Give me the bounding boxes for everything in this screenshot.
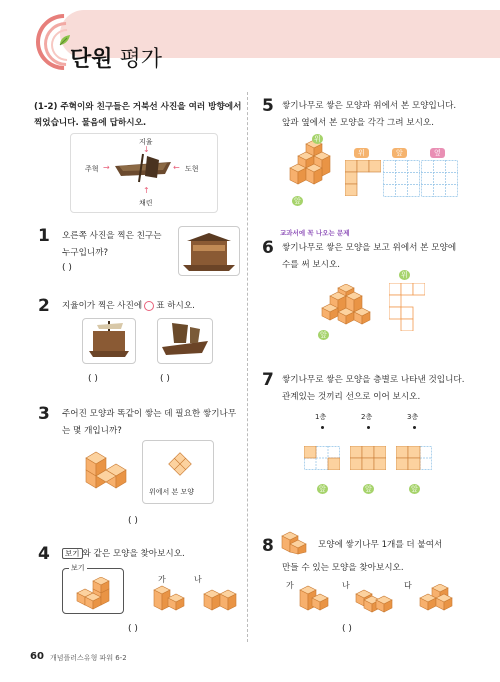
q3-view-box — [142, 440, 214, 504]
q7-layer-c — [396, 446, 432, 470]
book-title: 개념플러스유형 파워 6-2 — [50, 654, 127, 662]
q8-option-c-label: 다 — [404, 581, 412, 590]
q5-top-view-grid — [345, 160, 381, 196]
intro-text: (1-2) 주혁이와 친구들은 거북선 사진을 여러 방향에서 찍었습니다. 물음에 답하시오. — [34, 102, 242, 128]
q5-front-tag: 앞 — [392, 148, 407, 158]
q4-example-figure — [71, 577, 117, 611]
circle-icon — [144, 301, 154, 311]
q8-number: 8 — [262, 536, 274, 556]
label-left: 주혁 — [85, 165, 99, 173]
arrow-top: ↓ — [143, 145, 150, 154]
q4-text-b: 와 같은 모양을 찾아보시오. — [82, 549, 185, 559]
q7-dot-2[interactable] — [367, 426, 370, 429]
q6-top-view-grid[interactable] — [389, 283, 425, 331]
q5-side-answer-grid[interactable] — [421, 160, 458, 197]
q2-photo-2[interactable] — [157, 318, 213, 364]
q2-number: 2 — [38, 296, 50, 316]
q3-text: 주어진 모양과 똑같이 쌓는 데 필요한 쌓기나무는 몇 개입니까? — [62, 409, 237, 436]
q7-floor-1: 1층 — [315, 413, 327, 421]
q6-text: 쌓기나무로 쌓은 모양을 보고 위에서 본 모양에 수를 써 보시오. — [282, 243, 457, 270]
q4-answer[interactable]: ( ) — [128, 624, 138, 634]
q7-floor-2: 2층 — [361, 413, 373, 421]
q7-front-b: 앞 — [365, 485, 372, 493]
q6-badge-b: 꼭 나오는 문제 — [307, 229, 350, 237]
q8-option-a-figure[interactable] — [296, 584, 332, 614]
q6-cube-figure — [318, 284, 378, 330]
label-right: 도현 — [185, 165, 199, 173]
turtle-ship-image — [113, 152, 173, 186]
q1-text: 오른쪽 사진을 찍은 친구는 누구입니까? — [62, 231, 162, 258]
q7-dot-3[interactable] — [413, 426, 416, 429]
ship-figure — [70, 133, 218, 213]
q6-mark-front: 앞 — [320, 331, 327, 339]
q8-option-b-figure[interactable] — [352, 584, 396, 614]
q4-number: 4 — [38, 544, 50, 564]
q7-text: 쌓기나무로 쌓은 모양을 층별로 나타낸 것입니다. 관계있는 것끼리 선으로 이어 보시오. — [282, 375, 465, 402]
label-top: 지율 — [139, 138, 153, 146]
label-bottom: 채린 — [139, 199, 153, 207]
q3-cube-figure — [82, 448, 132, 494]
q4-option-b-label: 나 — [194, 575, 202, 584]
q6-badge-a: 교과서에 — [280, 229, 306, 237]
q2-text-a: 지율이가 찍은 사진에 — [62, 301, 143, 311]
q8-option-b-label: 나 — [342, 581, 350, 590]
q6-number: 6 — [262, 238, 274, 258]
ship-front-image — [179, 227, 239, 275]
q5-mark-top: 위 — [314, 135, 321, 143]
q7-floor-3: 3층 — [407, 413, 419, 421]
q5-number: 5 — [262, 96, 274, 116]
page-number: 60 — [30, 651, 44, 662]
column-divider — [247, 92, 248, 642]
page-title: 단원 평가 — [70, 47, 163, 72]
q4-text — [62, 545, 185, 563]
q8-text-b: 만들 수 있는 모양을 찾아보시오. — [282, 563, 404, 573]
q3-number: 3 — [38, 404, 50, 424]
q8-text-a: 모양에 쌓기나무 1개를 더 붙여서 — [318, 540, 443, 550]
q8-option-a-label: 가 — [286, 581, 294, 590]
q2-photo-1[interactable] — [82, 318, 136, 364]
arrow-right: ← — [173, 163, 180, 172]
q1-photo — [178, 226, 240, 276]
q4-option-a-label: 가 — [158, 575, 166, 584]
q5-mark-front: 앞 — [294, 197, 301, 205]
q7-number: 7 — [262, 370, 274, 390]
q6-badge — [280, 228, 350, 237]
q4-option-b-figure[interactable] — [200, 584, 240, 614]
q8-answer[interactable]: ( ) — [342, 624, 352, 634]
bogi-tag: 보기 — [62, 548, 83, 559]
q4-option-a-figure[interactable] — [150, 584, 188, 614]
q7-front-c: 앞 — [411, 485, 418, 493]
top-view-grid — [163, 447, 197, 481]
q7-layer-a — [304, 446, 340, 470]
q3-answer[interactable]: ( ) — [128, 516, 138, 526]
q7-front-a: 앞 — [319, 485, 326, 493]
ship-top-image — [158, 319, 212, 363]
q5-side-tag: 옆 — [430, 148, 445, 158]
arrow-left: → — [103, 163, 110, 172]
q2-text-b: 표 하시오. — [156, 301, 195, 311]
q5-text: 쌓기나무로 쌓은 모양과 위에서 본 모양입니다. 앞과 옆에서 본 모양을 각각 그려 보시오. — [282, 101, 457, 128]
q3-view-label: 위에서 본 모양 — [149, 488, 195, 496]
q1-answer[interactable]: ( ) — [62, 263, 72, 273]
arrow-bottom: ↑ — [143, 186, 150, 195]
q4-example-label: 보기 — [71, 564, 85, 572]
ship-side-image — [83, 319, 135, 363]
q7-dot-1[interactable] — [321, 426, 324, 429]
q4-example-box — [62, 564, 124, 614]
q2-answer-1[interactable]: ( ) — [88, 374, 98, 384]
q6-mark-top: 위 — [401, 271, 408, 279]
q8-option-c-figure[interactable] — [416, 584, 456, 614]
q2-text — [62, 298, 195, 315]
q5-front-answer-grid[interactable] — [383, 160, 420, 197]
q8-base-figure — [278, 530, 314, 556]
q5-top-tag: 위 — [354, 148, 369, 158]
q7-layer-b — [350, 446, 386, 470]
q5-cube-figure — [286, 140, 340, 196]
q2-answer-2[interactable]: ( ) — [160, 374, 170, 384]
q1-number: 1 — [38, 226, 50, 246]
